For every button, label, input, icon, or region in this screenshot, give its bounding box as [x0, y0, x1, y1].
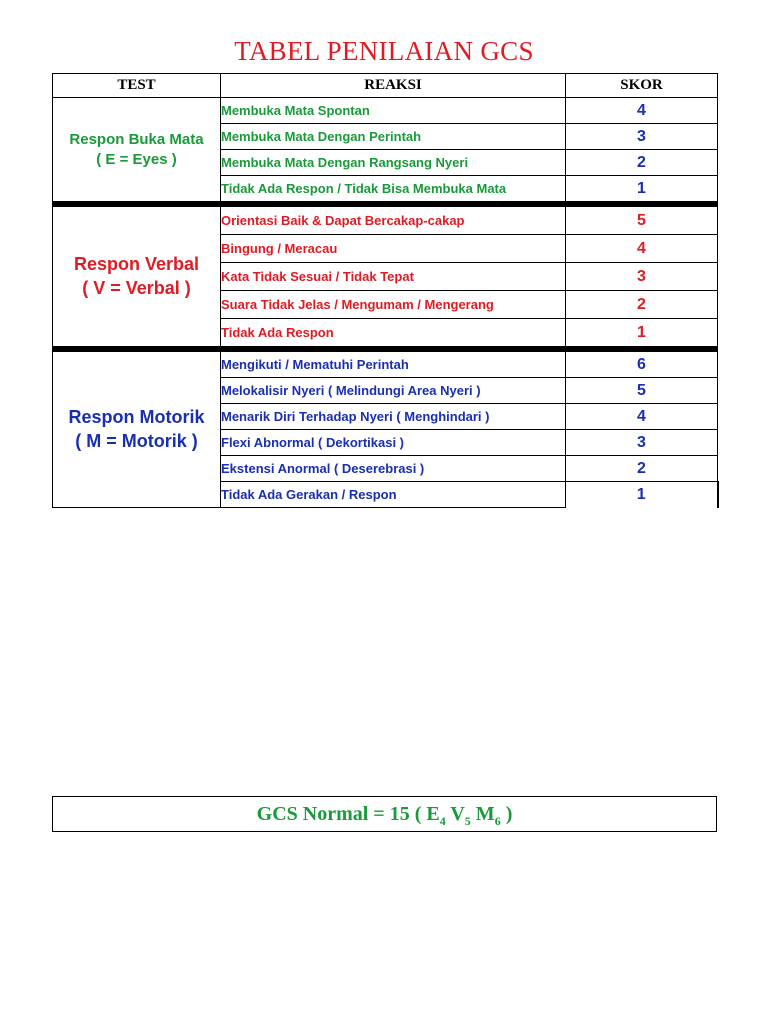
- header-row: [53, 74, 718, 98]
- motor-label2: ( M = Motorik ): [75, 430, 198, 451]
- gcs-table: [52, 73, 719, 508]
- motor-skor-cell: 5: [566, 378, 718, 404]
- motor-test-cell: [53, 349, 221, 508]
- motor-reaksi-cell: Tidak Ada Gerakan / Respon: [221, 482, 566, 508]
- gcs-normal-box: [52, 796, 717, 832]
- verbal-reaksi-cell: Kata Tidak Sesuai / Tidak Tepat: [221, 263, 566, 291]
- motor-skor-cell: 3: [566, 430, 718, 456]
- motor-reaksi-cell: Mengikuti / Mematuhi Perintah: [221, 349, 566, 378]
- verbal-skor-cell: 2: [566, 291, 718, 319]
- verbal-test-cell: [53, 204, 221, 349]
- eyes-skor-cell: 2: [566, 150, 718, 176]
- verbal-reaksi-cell: Suara Tidak Jelas / Mengumam / Mengerang: [221, 291, 566, 319]
- normal-suffix: ): [500, 803, 513, 825]
- normal-m: M: [470, 803, 495, 825]
- eyes-reaksi-cell: Tidak Ada Respon / Tidak Bisa Membuka Mata: [221, 176, 566, 205]
- eyes-group: [53, 98, 718, 205]
- verbal-skor-cell: 5: [566, 204, 718, 235]
- normal-v: V: [445, 803, 465, 825]
- normal-m-sub: 6: [494, 814, 501, 828]
- motor-reaksi-cell: Melokalisir Nyeri ( Melindungi Area Nyeri ): [221, 378, 566, 404]
- header-reaksi: REAKSI: [221, 74, 566, 98]
- motor-skor-cell: 2: [566, 456, 718, 482]
- motor-skor-cell: 6: [566, 349, 718, 378]
- motor-reaksi-cell: Menarik Diri Terhadap Nyeri ( Menghindari ): [221, 404, 566, 430]
- motor-reaksi-cell: Ekstensi Anormal ( Deserebrasi ): [221, 456, 566, 482]
- motor-skor-cell: 1: [566, 482, 718, 508]
- eyes-skor-cell: 4: [566, 98, 718, 124]
- motor-label1: Respon Motorik: [68, 407, 205, 428]
- verbal-skor-cell: 4: [566, 235, 718, 263]
- verbal-reaksi-cell: Orientasi Baik & Dapat Bercakap-cakap: [221, 204, 566, 235]
- eyes-reaksi-cell: Membuka Mata Dengan Rangsang Nyeri: [221, 150, 566, 176]
- verbal-reaksi-cell: Bingung / Meracau: [221, 235, 566, 263]
- eyes-skor-cell: 1: [566, 176, 718, 205]
- header-skor: SKOR: [566, 74, 718, 98]
- normal-e-sub: 4: [439, 814, 446, 828]
- page-title: TABEL PENILAIAN GCS: [234, 36, 534, 66]
- motor-reaksi-cell: Flexi Abnormal ( Dekortikasi ): [221, 430, 566, 456]
- normal-prefix: GCS Normal = 15 ( E: [256, 803, 440, 825]
- verbal-group: [53, 204, 718, 349]
- motor-group: [53, 349, 718, 508]
- verbal-label1: Respon Verbal: [73, 254, 200, 275]
- motor-row: [53, 349, 718, 378]
- verbal-reaksi-cell: Tidak Ada Respon: [221, 319, 566, 350]
- normal-v-sub: 5: [464, 814, 471, 828]
- eyes-skor-cell: 3: [566, 124, 718, 150]
- eyes-test-cell: [53, 98, 221, 205]
- eyes-label1: Respon Buka Mata: [69, 131, 204, 148]
- eyes-row: [53, 98, 718, 124]
- header-test: TEST: [53, 74, 221, 98]
- eyes-reaksi-cell: Membuka Mata Spontan: [221, 98, 566, 124]
- motor-skor-cell: 4: [566, 404, 718, 430]
- eyes-reaksi-cell: Membuka Mata Dengan Perintah: [221, 124, 566, 150]
- verbal-skor-cell: 1: [566, 319, 718, 350]
- verbal-skor-cell: 3: [566, 263, 718, 291]
- verbal-label2: ( V = Verbal ): [82, 277, 191, 298]
- verbal-row: [53, 204, 718, 235]
- eyes-label2: ( E = Eyes ): [96, 150, 177, 168]
